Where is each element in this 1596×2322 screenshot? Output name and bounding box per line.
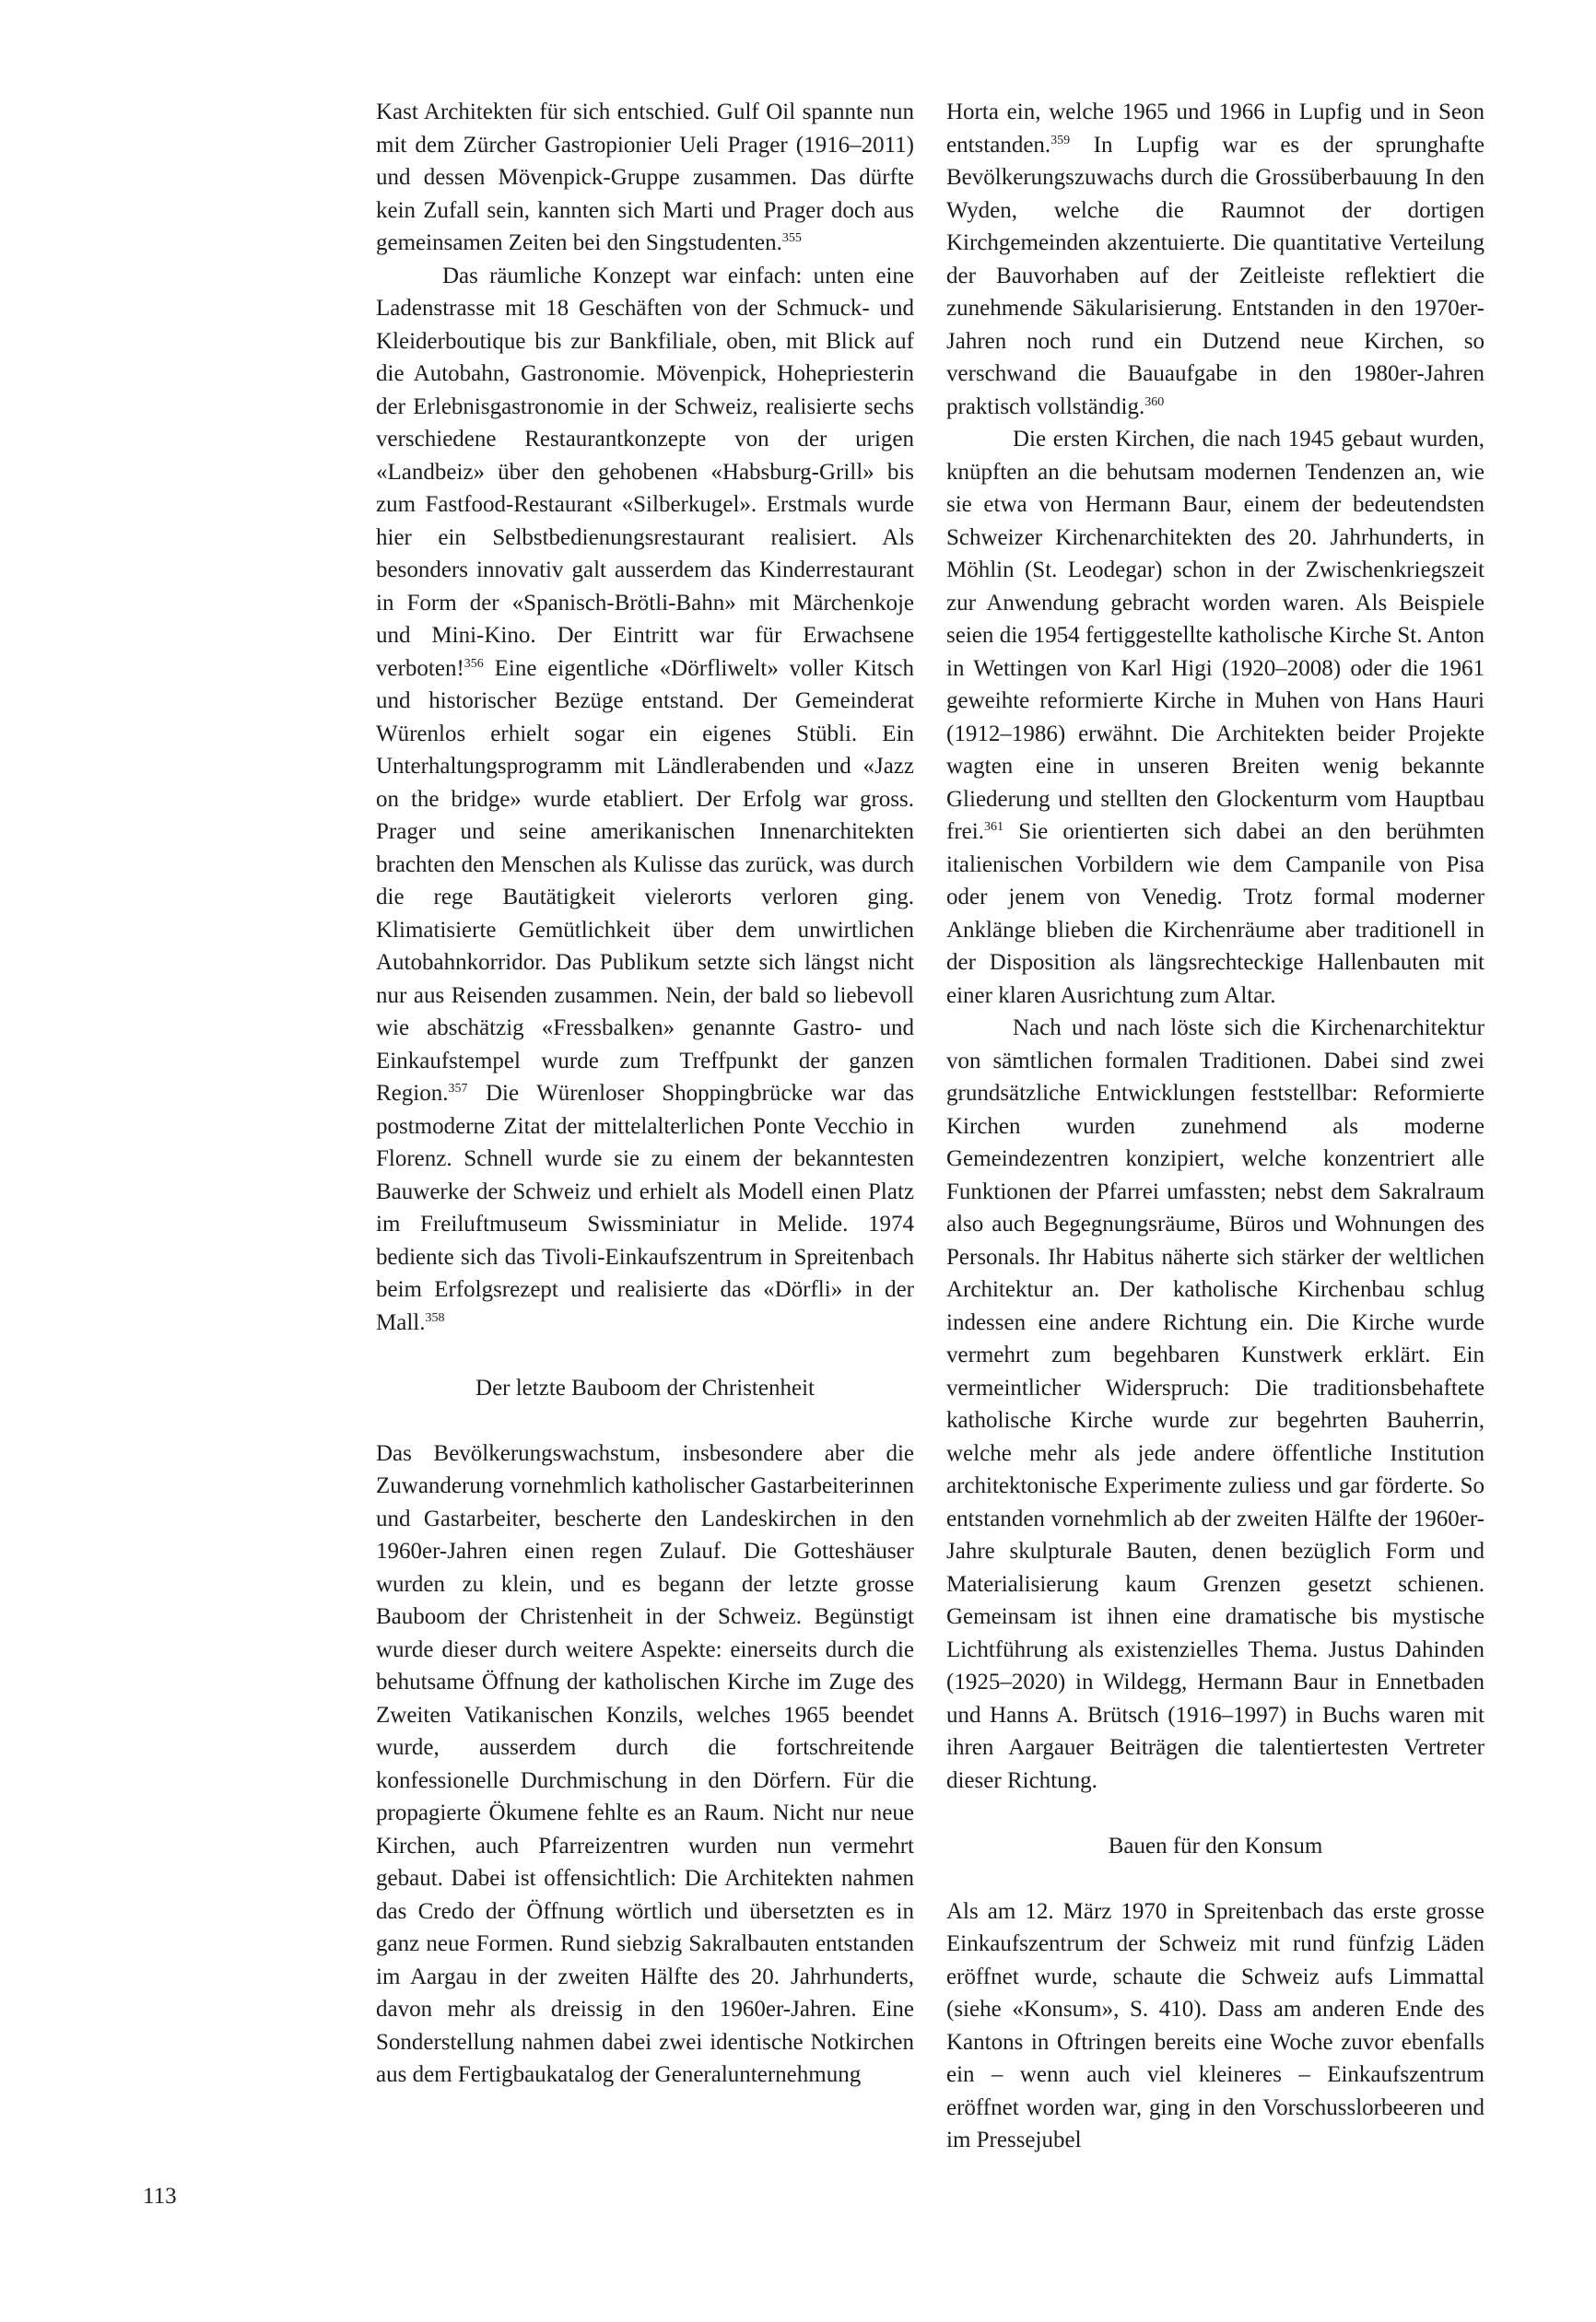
footnote-ref: 361 [983, 820, 1003, 834]
footnote-ref: 359 [1050, 133, 1071, 147]
paragraph [376, 260, 914, 1340]
paragraph [946, 423, 1485, 1012]
paragraph-text: Sie orientierten sich dabei an den berühmten italienischen Vorbildern wie dem Campanile von Pisa oder jenem von Venedig. Trotz formal moderner Anklänge blieben die Kirchenräume aber traditionell in der Disposition als längsrechteckige Hallenbauten mit einer klaren Ausrichtung zum Altar. [946, 819, 1485, 1008]
paragraph-text: Das Bevölkerungswachstum, insbesondere aber die Zuwanderung vornehmlich katholischer Gastarbeiterinnen und Gastarbeiter, bescherte den Landeskirchen in den 1960er-Jahren einen regen Zulauf. Die Gotteshäuser wurden zu klein, und es begann der letzte grosse Bauboom der Christenheit in der Schweiz. Begünstigt wurde dieser durch weitere Aspekte: einerseits durch die behutsame Öffnung der katholischen Kirche im Zuge des Zweiten Vatikanischen Konzils, welches 1965 beendet wurde, ausserdem durch die fortschreitende konfessionelle Durchmischung in den Dörfern. Für die propagierte Ökumene fehlte es an Raum. Nicht nur neue Kirchen, auch Pfarreizentren wurden nun vermehrt gebaut. Dabei ist offensichtlich: Die Architekten nahmen das Credo der Öffnung wörtlich und übersetzten es in ganz neue Formen. Rund siebzig Sakralbauten entstanden im Aargau in der zweiten Hälfte des 20. Jahrhunderts, davon mehr als dreissig in den 1960er-Jahren. Eine Sonderstellung nahmen dabei zwei identische Notkirchen aus dem Fertigbaukatalog der Generalunternehmung [376, 1440, 914, 2087]
paragraph [376, 96, 914, 260]
paragraph-text: Horta ein, welche 1965 und 1966 in Lupfig und in Seon entstanden. [946, 100, 1485, 158]
paragraph-text: Das räumliche Konzept war einfach: unten eine Ladenstrasse mit 18 Geschäften von der Schmuck- und Kleiderboutique bis zur Bankfiliale, oben, mit Blick auf die Autobahn, Gastronomie. Mövenpick, Hohepriesterin der Erlebnisgastronomie in der Schweiz, realisierte sechs verschiedene Restaurantkonzepte von der urigen «Landbeiz» über den gehobenen «Habsburg-Grill» bis zum Fastfood-Restaurant «Silberkugel». Erstmals wurde hier ein Selbstbedienungsrestaurant realisiert. Als besonders innovativ galt ausserdem das Kinderrestaurant in Form der «Spanisch-Brötli-Bahn» mit Märchenkoje und Mini-Kino. Der Eintritt war für Erwachsene verboten! [376, 263, 914, 681]
footnote-ref: 356 [464, 656, 484, 671]
section-heading: Der letzte Bauboom der Christenheit [475, 1376, 815, 1401]
paragraph-text: In Lupfig war es der sprunghafte Bevölkerungszuwachs durch die Grossüberbauung In den Wyden, welche die Raumnot der dortigen Kirchgemeinden akzentuierte. Die quantitative Verteilung der Bauvorhaben auf der Zeitleiste reflektiert die zunehmende Säkularisierung. Entstanden in den 1970er-Jahren noch rund ein Dutzend neue Kirchen, so verschwand die Bauaufgabe in den 1980er-Jahren praktisch vollständig. [946, 132, 1485, 419]
page-number: 113 [143, 2184, 177, 2209]
footnote-ref: 357 [448, 1082, 468, 1096]
paragraph-text: Als am 12. März 1970 in Spreitenbach das erste grosse Einkaufszentrum der Schweiz mit rund fünfzig Läden eröffnet wurde, schaute die Schweiz aufs Limmattal (siehe «Konsum», S. 410). Dass am anderen Ende des Kantons in Oftringen bereits eine Woche zuvor ebenfalls ein – wenn auch viel kleineres – Einkaufszentrum eröffnet worden war, ging in den Vorschusslorbeeren und im Pressejubel [946, 1898, 1485, 2152]
left-column [376, 96, 914, 2092]
footnote-ref: 355 [781, 231, 802, 245]
paragraph-text: Die ersten Kirchen, die nach 1945 gebaut wurden, knüpften an die behutsam modernen Tendenzen an, wie sie etwa von Hermann Baur, einem der bedeutendsten Schweizer Kirchenarchitekten des 20. Jahrhunderts, in Möhlin (St. Leodegar) schon in der Zwischenkriegszeit zur Anwendung gebracht worden waren. Als Beispiele seien die 1954 fertiggestellte katholische Kirche St. Anton in Wettingen von Karl Higi (1920–2008) oder die 1961 geweihte reformierte Kirche in Muhen von Hans Hauri (1912–1986) erwähnt. Die Architekten beider Projekte wagten eine in unseren Breiten wenig bekannte Gliederung und stellten den Glockenturm vom Hauptbau frei. [946, 427, 1485, 844]
paragraph [376, 1437, 914, 2092]
paragraph [946, 96, 1485, 423]
paragraph [946, 1895, 1485, 2157]
paragraph-text: Die Würenloser Shoppingbrücke war das postmoderne Zitat der mittelalterlichen Ponte Vecchio in Florenz. Schnell wurde sie zu einem der bekanntesten Bauwerke der Schweiz und erhielt als Modell einen Platz im Freiluftmuseum Swissminiatur in Melide. 1974 bediente sich das Tivoli-Einkaufszentrum in Spreitenbach beim Erfolgsrezept und realisierte das «Dörfli» in der Mall. [376, 1081, 914, 1335]
paragraph-text: Kast Architekten für sich entschied. Gulf Oil spannte nun mit dem Zürcher Gastropionier Ueli Prager (1916–2011) und dessen Mövenpick-Gruppe zusammen. Das dürfte kein Zufall sein, kannten sich Marti und Prager doch aus gemeinsamen Zeiten bei den Singstudenten. [376, 100, 914, 255]
footnote-ref: 360 [1144, 394, 1165, 409]
paragraph-text: Nach und nach löste sich die Kirchenarchitektur von sämtlichen formalen Traditionen. Dabei sind zwei grundsätzliche Entwicklungen feststellbar: Reformierte Kirchen wurden zunehmend als moderne Gemeindezentren konzipiert, welche konzentriert alle Funktionen der Pfarrei umfassten; nebst dem Sakralraum also auch Begegnungsräume, Büros und Wohnungen des Personals. Ihr Habitus näherte sich stärker der weltlichen Architektur an. Der katholische Kirchenbau schlug indessen eine andere Richtung ein. Die Kirche wurde vermehrt zum begehbaren Kunstwerk erklärt. Ein vermeintlicher Widerspruch: Die traditionsbehaftete katholische Kirche wurde zur begehrten Bauherrin, welche mehr als jede andere öffentliche Institution architektonische Experimente zuliess und gar förderte. So entstanden vornehmlich ab der zweiten Hälfte der 1960er-Jahre skulpturale Bauten, denen bezüglich Form und Materialisierung kaum Grenzen gesetzt schienen. Gemeinsam ist ihnen eine dramatische bis mystische Lichtführung als existenzielles Thema. Justus Dahinden (1925–2020) in Wildegg, Hermann Baur in Ennetbaden und Hanns A. Brütsch (1916–1997) in Buchs waren mit ihren Aargauer Beiträgen die talentiertesten Vertreter dieser Richtung. [946, 1015, 1485, 1793]
section-heading: Bauen für den Konsum [1108, 1834, 1323, 1859]
paragraph-text: Eine eigentliche «Dörfliwelt» voller Kitsch und historischer Bezüge entstand. Der Gemeinderat Würenlos erhielt sogar ein eigenes Stübli. Ein Unterhaltungsprogramm mit Ländlerabenden und «Jazz on the bridge» wurde etabliert. Der Erfolg war gross. Prager und seine amerikanischen Innenarchitekten brachten den Menschen als Kulisse das zurück, was durch die rege Bautätigkeit vielerorts verloren ging. Klimatisierte Gemütlichkeit über dem unwirtlichen Autobahnkorridor. Das Publikum setzte sich längst nicht nur aus Reisenden zusammen. Nein, der bald so liebevoll wie abschätzig «Fressbalken» genannte Gastro- und Einkaufstempel wurde zum Treffpunkt der ganzen Region. [376, 655, 914, 1106]
paragraph [946, 1012, 1485, 1797]
footnote-ref: 358 [425, 1310, 445, 1325]
right-column [946, 96, 1485, 2157]
